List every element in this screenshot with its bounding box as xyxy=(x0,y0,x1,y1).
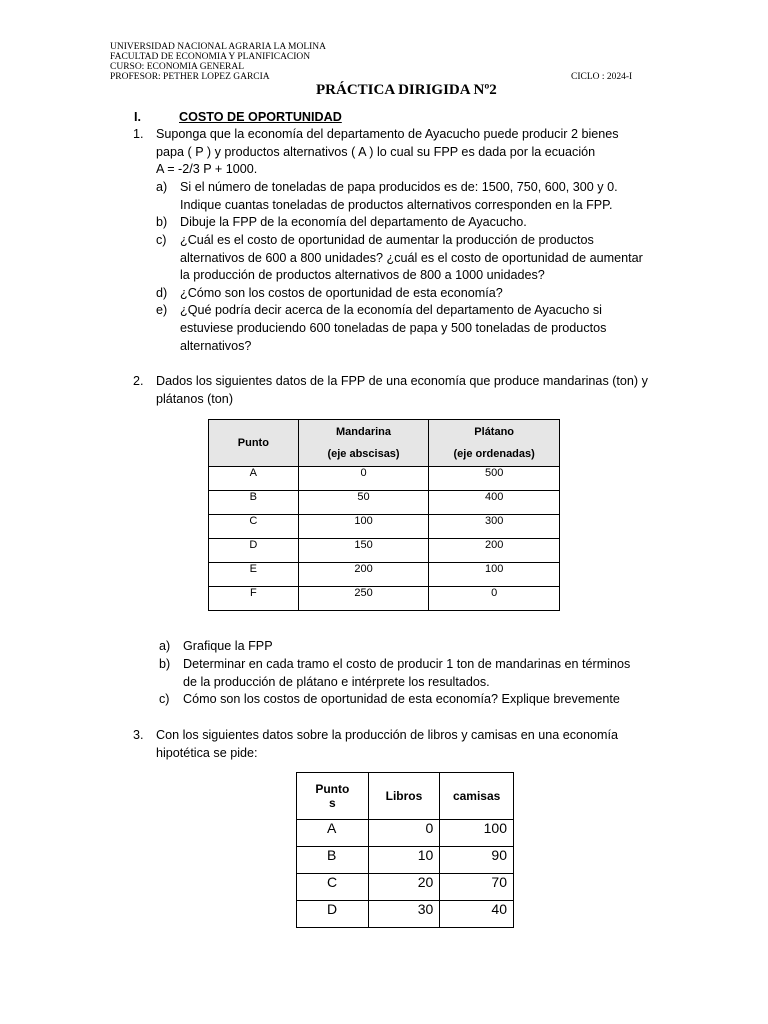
table-cell: 500 xyxy=(429,467,560,491)
q3-text-line: hipotética se pide: xyxy=(156,746,258,760)
table-cell: 20 xyxy=(368,874,440,901)
table-header-platano-title: Plátano xyxy=(474,426,515,438)
table-row xyxy=(209,539,560,563)
table-cell: 100 xyxy=(298,515,429,539)
table-cell: 400 xyxy=(429,491,560,515)
table-cell: 100 xyxy=(429,563,560,587)
table-cell: D xyxy=(209,539,299,563)
q1a-line: Si el número de toneladas de papa producidos es de: 1500, 750, 600, 300 y 0. xyxy=(180,180,618,194)
q1-number: 1. xyxy=(133,127,144,141)
header-cycle: CICLO : 2024-I xyxy=(571,72,633,82)
table-row xyxy=(209,491,560,515)
q1-text-line: Suponga que la economía del departamento de Ayacucho puede producir 2 bienes xyxy=(156,127,619,141)
q2c-line: Cómo son los costos de oportunidad de esta economía? Explique brevemente xyxy=(183,692,620,706)
table-row xyxy=(209,563,560,587)
page-title: PRÁCTICA DIRIGIDA Nº2 xyxy=(316,82,497,98)
q1e-label: e) xyxy=(156,303,168,317)
table-cell: 10 xyxy=(368,847,440,874)
fpp-table xyxy=(208,419,560,611)
table-cell: A xyxy=(209,467,299,491)
q1e-line: alternativos? xyxy=(180,339,252,353)
table-row xyxy=(297,874,514,901)
q1a-line: Indique cuantas toneladas de productos alternativos corresponden en la FPP. xyxy=(180,198,613,212)
table-row xyxy=(209,587,560,611)
table-header-puntos xyxy=(297,773,369,820)
q1b-line: Dibuje la FPP de la economía del departamento de Ayacucho. xyxy=(180,215,527,229)
table-header-punto: Punto xyxy=(209,420,299,467)
q2a-line: Grafique la FPP xyxy=(183,639,273,653)
table-cell: 200 xyxy=(429,539,560,563)
q2b-line: Determinar en cada tramo el costo de producir 1 ton de mandarinas en términos xyxy=(183,657,631,671)
table-header-platano-sub: (eje ordenadas) xyxy=(453,448,535,460)
table-cell: D xyxy=(297,901,369,928)
table-cell: 200 xyxy=(298,563,429,587)
header-university: UNIVERSIDAD NACIONAL AGRARIA LA MOLINA xyxy=(110,42,327,52)
q2b-label: b) xyxy=(159,657,171,671)
books-shirts-table xyxy=(296,772,514,928)
table-header-mandarina-title: Mandarina xyxy=(336,426,392,438)
q2-text-line: plátanos (ton) xyxy=(156,392,234,406)
q2-text-line: Dados los siguientes datos de la FPP de una economía que produce mandarinas (ton) y xyxy=(156,374,648,388)
q1b-label: b) xyxy=(156,215,168,229)
q1-text-line: A = -2/3 P + 1000. xyxy=(156,162,258,176)
table-cell: 90 xyxy=(440,847,514,874)
q2a-label: a) xyxy=(159,639,171,653)
table-cell: C xyxy=(209,515,299,539)
q1c-line: ¿Cuál es el costo de oportunidad de aumentar la producción de productos xyxy=(180,233,594,247)
table-cell: 250 xyxy=(298,587,429,611)
q1d-line: ¿Cómo son los costos de oportunidad de esta economía? xyxy=(180,286,503,300)
table-row xyxy=(209,467,560,491)
q1-text-line: papa ( P ) y productos alternativos ( A ) lo cual su FPP es dada por la ecuación xyxy=(156,145,596,159)
table-row xyxy=(297,820,514,847)
table-row xyxy=(297,901,514,928)
table-header-mandarina-sub: (eje abscisas) xyxy=(327,448,400,460)
table-cell: A xyxy=(297,820,369,847)
q1e-line: estuviese produciendo 600 toneladas de papa y 500 toneladas de productos xyxy=(180,321,607,335)
table-header-camisas: camisas xyxy=(440,773,514,820)
q1c-line: la producción de productos alternativos de 800 a 1000 unidades? xyxy=(180,268,545,282)
table-cell: 150 xyxy=(298,539,429,563)
table-cell: C xyxy=(297,874,369,901)
table-cell: 30 xyxy=(368,901,440,928)
table-cell: 50 xyxy=(298,491,429,515)
table-cell: 0 xyxy=(368,820,440,847)
header-faculty: FACULTAD DE ECONOMIA Y PLANIFICACION xyxy=(110,52,311,62)
table-cell: B xyxy=(297,847,369,874)
q1d-label: d) xyxy=(156,286,168,300)
table-header-puntos-line: s xyxy=(328,796,336,810)
q2-number: 2. xyxy=(133,374,144,388)
q2b-line: de la producción de plátano e intérprete los resultados. xyxy=(183,675,490,689)
q1c-label: c) xyxy=(156,233,167,247)
section-heading: COSTO DE OPORTUNIDAD xyxy=(179,110,342,124)
table-cell: E xyxy=(209,563,299,587)
table-cell: 0 xyxy=(429,587,560,611)
table-cell: F xyxy=(209,587,299,611)
header-course: CURSO: ECONOMIA GENERAL xyxy=(110,62,245,72)
q1c-line: alternativos de 600 a 800 unidades? ¿cuál es el costo de oportunidad de aumentar xyxy=(180,251,643,265)
q1e-line: ¿Qué podría decir acerca de la economía del departamento de Ayacucho si xyxy=(180,303,602,317)
table-cell: 100 xyxy=(440,820,514,847)
table-cell: 0 xyxy=(298,467,429,491)
table-cell: 300 xyxy=(429,515,560,539)
table-row xyxy=(209,515,560,539)
table-row xyxy=(297,847,514,874)
table-header-libros: Libros xyxy=(368,773,440,820)
q2c-label: c) xyxy=(159,692,170,706)
section-numeral: I. xyxy=(134,110,141,124)
header-professor: PROFESOR: PETHER LOPEZ GARCIA xyxy=(110,72,270,82)
table-cell: 40 xyxy=(440,901,514,928)
q1a-label: a) xyxy=(156,180,168,194)
table-header-mandarina xyxy=(298,420,429,467)
table-header-platano xyxy=(429,420,560,467)
table-cell: 70 xyxy=(440,874,514,901)
q3-number: 3. xyxy=(133,728,144,742)
q3-text-line: Con los siguientes datos sobre la producción de libros y camisas en una economía xyxy=(156,728,619,742)
table-cell: B xyxy=(209,491,299,515)
table-header-puntos-line: Punto xyxy=(315,782,350,796)
